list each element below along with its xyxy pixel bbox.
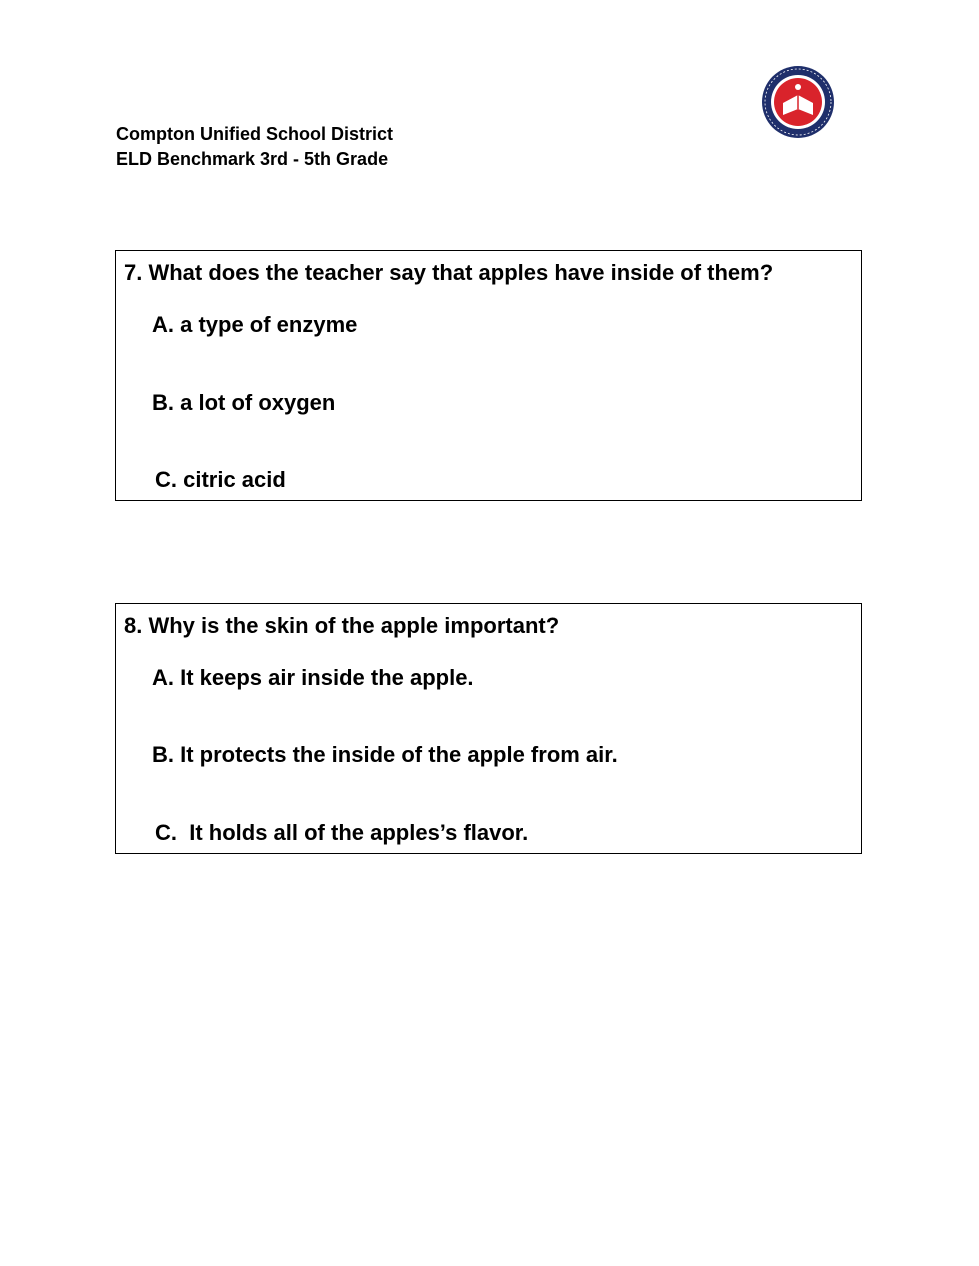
question-8-option-a[interactable]: A. It keeps air inside the apple. <box>152 665 474 690</box>
question-8-option-b[interactable]: B. It protects the inside of the apple from air. <box>152 742 618 767</box>
question-8-box <box>115 603 862 854</box>
question-8-text: 8. Why is the skin of the apple important? <box>124 613 560 638</box>
document-header <box>116 122 393 172</box>
district-name: Compton Unified School District <box>116 124 393 144</box>
question-7-text: 7. What does the teacher say that apples have inside of them? <box>124 260 774 285</box>
benchmark-title: ELD Benchmark 3rd - 5th Grade <box>116 149 389 169</box>
district-logo <box>761 65 835 139</box>
question-8-option-c[interactable]: C. It holds all of the apples’s flavor. <box>155 820 529 845</box>
district-seal-icon <box>761 65 835 139</box>
question-7-option-a[interactable]: A. a type of enzyme <box>152 312 358 337</box>
question-7-box <box>115 250 862 501</box>
question-7-option-c[interactable]: C. citric acid <box>155 467 286 492</box>
question-7-option-b[interactable]: B. a lot of oxygen <box>152 390 336 415</box>
